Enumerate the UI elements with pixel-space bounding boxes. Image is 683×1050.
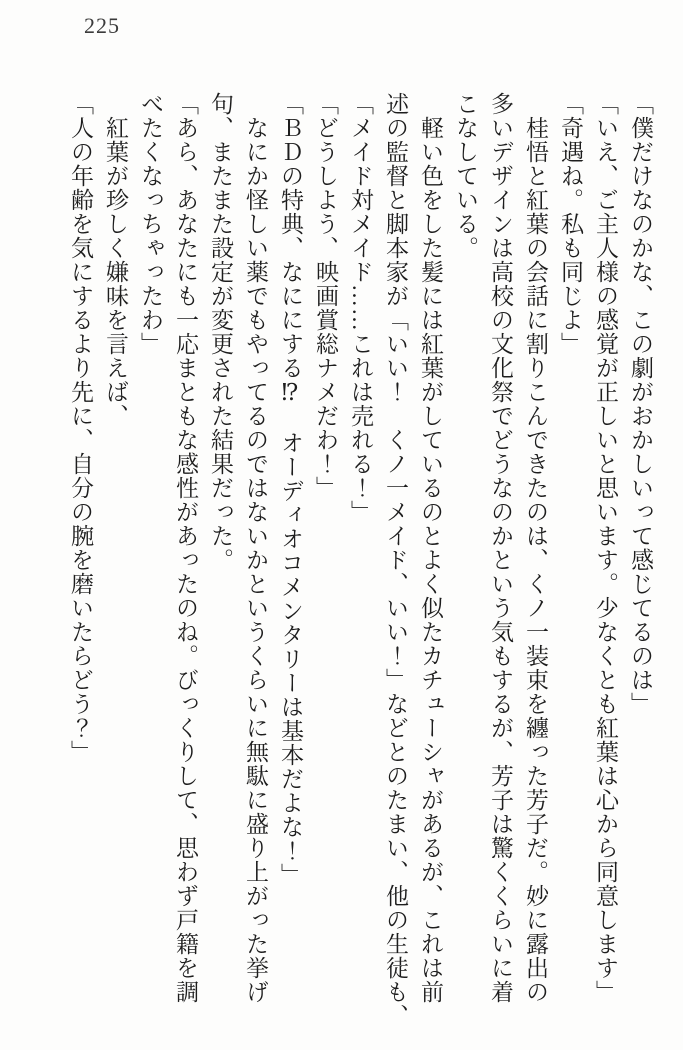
text-line: 「人の年齢を気にするより先に、自分の腕を磨いたらどう？」 xyxy=(68,92,93,764)
text-line: べたくなっちゃったわ」 xyxy=(138,92,163,356)
text-line: 「僕だけなのかな、この劇がおかしいって感じてるのは」 xyxy=(628,92,653,716)
text-line: こなしている。 xyxy=(453,92,478,260)
text-line: 「いえ、ご主人様の感覚が正しいと思います。少なくとも紅葉は心から同意します」 xyxy=(593,92,618,1004)
text-line: なにか怪しい薬でもやってるのではないかというくらいに無駄に盛り上がった挙げ xyxy=(243,92,268,1004)
text-line: 桂悟と紅葉の会話に割りこんできたのは、くノ一装束を纏った芳子だ。妙に露出の xyxy=(523,92,548,1004)
text-line: 「メイド対メイド……これは売れる！」 xyxy=(348,92,373,524)
text-line: 「ＢＤの特典、なににする⁉ オーディオコメンタリーは基本だよな！」 xyxy=(278,92,303,887)
text-line: 多いデザインは高校の文化祭でどうなのかという気もするが、芳子は驚くくらいに着 xyxy=(488,92,513,1004)
text-line: 「あら、あなたにも一応まともな感性があったのね。びっくりして、思わず戸籍を調 xyxy=(173,92,198,1004)
vertical-text-block xyxy=(63,92,658,1037)
text-line: 句、またまた設定が変更された結果だった。 xyxy=(208,92,233,572)
text-line: 「どうしよう、映画賞総ナメだわ！」 xyxy=(313,92,338,500)
page-number: 225 xyxy=(84,13,120,38)
text-line: 述の監督と脚本家が「いい！ くノ一メイド、いい！」などとのたまい、他の生徒も、 xyxy=(383,92,408,1028)
text-line: 「奇遇ね。私も同じよ」 xyxy=(558,92,583,356)
text-line: 軽い色をした髪には紅葉がしているのとよく似たカチューシャがあるが、これは前 xyxy=(418,92,443,1004)
text-line: 紅葉が珍しく嫌味を言えば、 xyxy=(103,92,128,428)
